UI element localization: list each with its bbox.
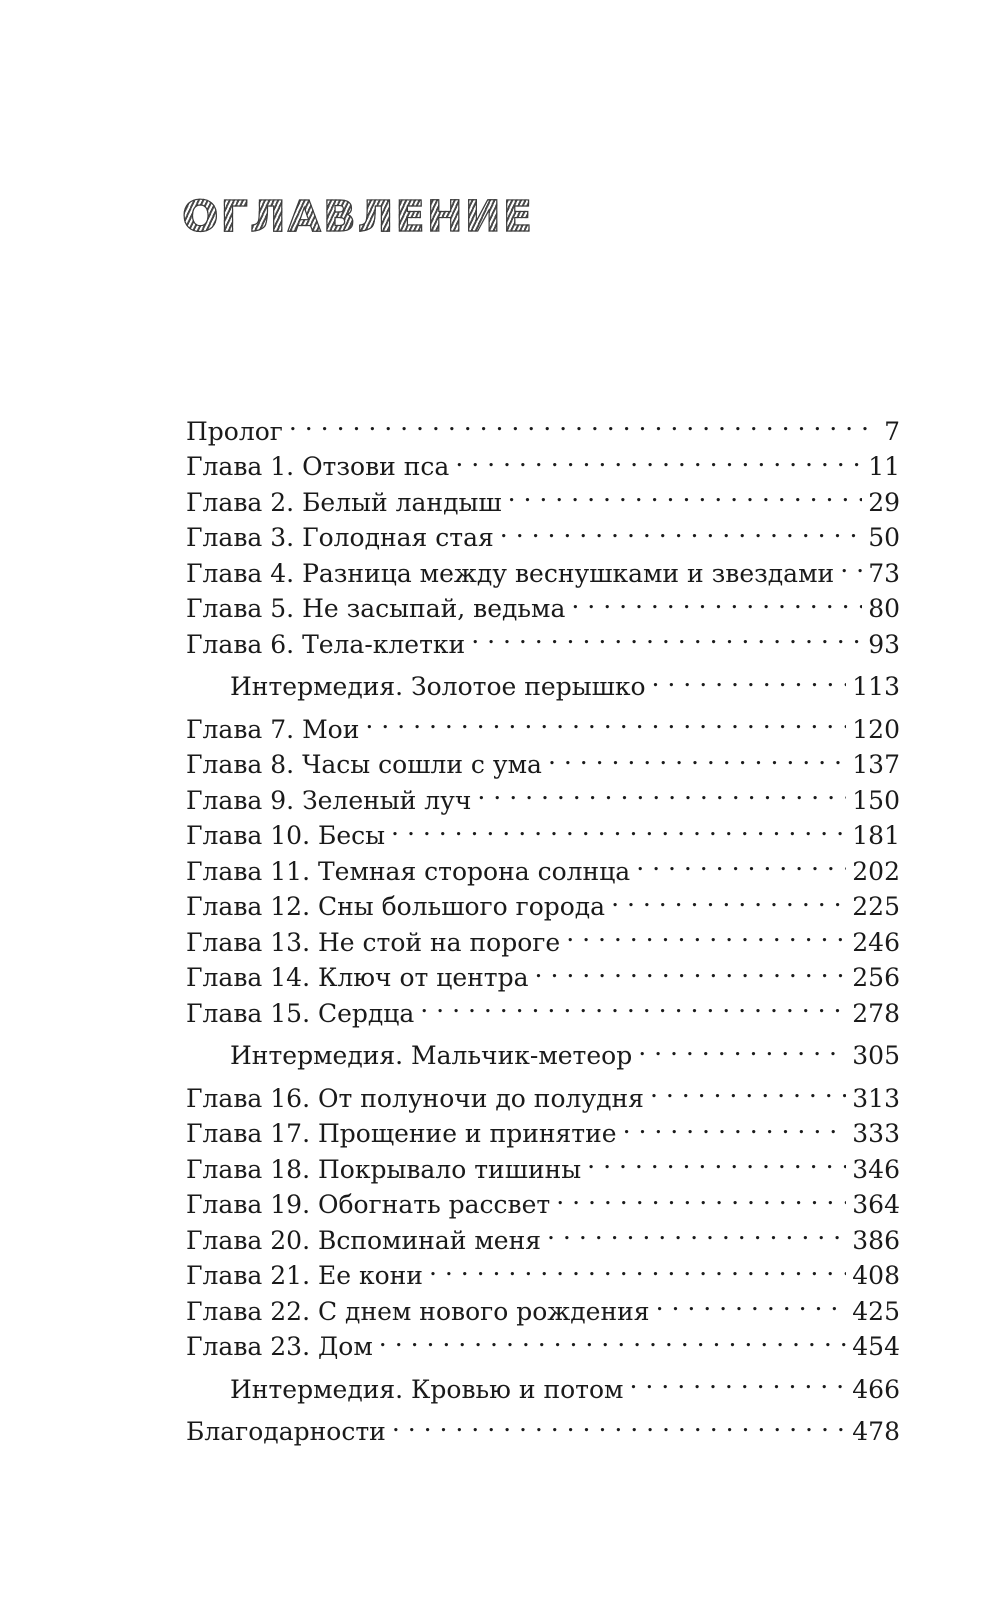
toc-dot-leader [611,880,846,916]
toc-dot-leader [477,773,846,809]
table-of-contents [186,404,900,1446]
toc-entry-page-number: 466 [852,1374,900,1404]
toc-dot-leader [650,1071,846,1107]
toc-entry-title: Пролог [186,416,283,446]
toc-dot-leader [391,809,846,845]
toc-entry-title: Глава 4. Разница между веснушками и звездами [186,558,835,588]
toc-entry-page-number: 80 [868,594,900,623]
toc-entry-page-number: 137 [852,750,900,779]
toc-dot-leader [500,511,862,547]
toc-entry-title: Глава 2. Белый ландыш [186,487,502,517]
toc-dot-leader [630,1362,847,1398]
toc-entry-title: Глава 10. Бесы [186,821,386,850]
toc-dot-leader [365,702,846,738]
toc-dot-leader [840,546,862,582]
toc-dot-leader [548,738,846,774]
toc-entry [186,702,900,744]
toc-entry-title: Глава 20. Вспоминай меня [186,1225,542,1255]
toc-dot-leader [571,582,862,618]
toc-dot-leader [429,1249,846,1285]
toc-entry [186,440,900,481]
toc-dot-leader [547,1213,846,1249]
toc-entry-title: Интермедия. Мальчик-метеор [230,1041,633,1070]
toc-entry [186,1405,900,1446]
toc-entry-title: Глава 3. Голодная стая [186,523,494,552]
toc-entry-page-number: 408 [852,1261,900,1290]
toc-entry-interlude [186,1362,900,1404]
toc-dot-leader [508,475,863,511]
toc-entry-title: Глава 11. Темная сторона солнца [186,856,631,886]
toc-entry-page-number: 278 [852,998,900,1028]
toc-entry-page-number: 425 [852,1296,900,1326]
toc-entry-title: Глава 7. Мои [186,714,360,744]
toc-dot-leader [566,915,846,951]
toc-entry [186,404,900,446]
toc-entry-title: Глава 6. Тела-клетки [186,629,466,659]
toc-entry-title: Глава 17. Прощение и принятие [186,1119,617,1148]
toc-entry-title: Глава 15. Сердца [186,998,415,1028]
toc-entry-page-number: 50 [868,523,900,552]
toc-entry-page-number: 313 [852,1083,900,1113]
toc-entry-title: Глава 14. Ключ от центра [186,963,529,992]
toc-entry-title: Глава 13. Не стой на пороге [186,927,561,957]
toc-entry-title: Глава 12. Сны большого города [186,892,606,921]
toc-entry-page-number: 29 [868,487,900,517]
page-title: ОГЛАВЛЕНИЕ [182,192,535,242]
toc-entry-page-number: 346 [852,1154,900,1184]
toc-dot-leader [623,1107,847,1143]
toc-dot-leader [420,986,846,1022]
toc-entry-title: Интермедия. Золотое перышко [230,672,646,701]
toc-entry-page-number: 73 [868,558,900,588]
toc-entry-page-number: 225 [852,892,900,921]
toc-entry-page-number: 7 [884,416,900,446]
toc-entry-page-number: 113 [852,672,900,701]
toc-entry-title: Благодарности [186,1417,386,1446]
toc-dot-leader [535,951,847,987]
toc-entry-page-number: 11 [868,452,900,481]
toc-entry-interlude [186,660,900,701]
toc-dot-leader [636,844,846,880]
toc-entry-page-number: 454 [852,1332,900,1361]
toc-entry-page-number: 202 [852,856,900,886]
toc-entry-page-number: 333 [852,1119,900,1148]
toc-dot-leader [652,660,847,696]
toc-entry-title: Глава 23. Дом [186,1332,373,1361]
toc-entry-page-number: 93 [868,629,900,659]
toc-entry-title: Глава 21. Ее кони [186,1261,423,1290]
toc-entry-page-number: 246 [852,927,900,957]
toc-dot-leader [379,1320,846,1356]
toc-entry-page-number: 150 [852,785,900,815]
toc-entry-page-number: 120 [852,714,900,744]
toc-entry-page-number: 386 [852,1225,900,1255]
toc-entry-title: Глава 9. Зеленый луч [186,785,472,815]
toc-entry [186,1071,900,1113]
toc-dot-leader [556,1178,846,1214]
toc-entry-title: Глава 18. Покрывало тишины [186,1154,582,1184]
toc-dot-leader [455,440,862,476]
toc-entry-page-number: 364 [852,1190,900,1219]
toc-entry-page-number: 305 [852,1041,900,1070]
toc-dot-leader [471,617,862,653]
toc-entry-title: Глава 5. Не засыпай, ведьма [186,594,566,623]
toc-entry-page-number: 256 [852,963,900,992]
toc-entry-title: Глава 19. Обогнать рассвет [186,1190,551,1219]
toc-entry-title: Глава 22. С днем нового рождения [186,1296,650,1326]
toc-entry-page-number: 478 [852,1417,900,1446]
toc-entry-title: Глава 8. Часы сошли с ума [186,750,542,779]
toc-dot-leader [638,1029,846,1065]
toc-entry-page-number: 181 [852,821,900,850]
toc-dot-leader [392,1405,846,1441]
toc-entry-title: Глава 16. От полуночи до полудня [186,1083,644,1113]
toc-dot-leader [587,1142,846,1178]
toc-entry-title: Интермедия. Кровью и потом [230,1374,624,1404]
toc-dot-leader [656,1284,847,1320]
toc-entry-title: Глава 1. Отзови пса [186,452,450,481]
toc-entry-interlude [186,1029,900,1070]
toc-dot-leader [289,404,874,440]
